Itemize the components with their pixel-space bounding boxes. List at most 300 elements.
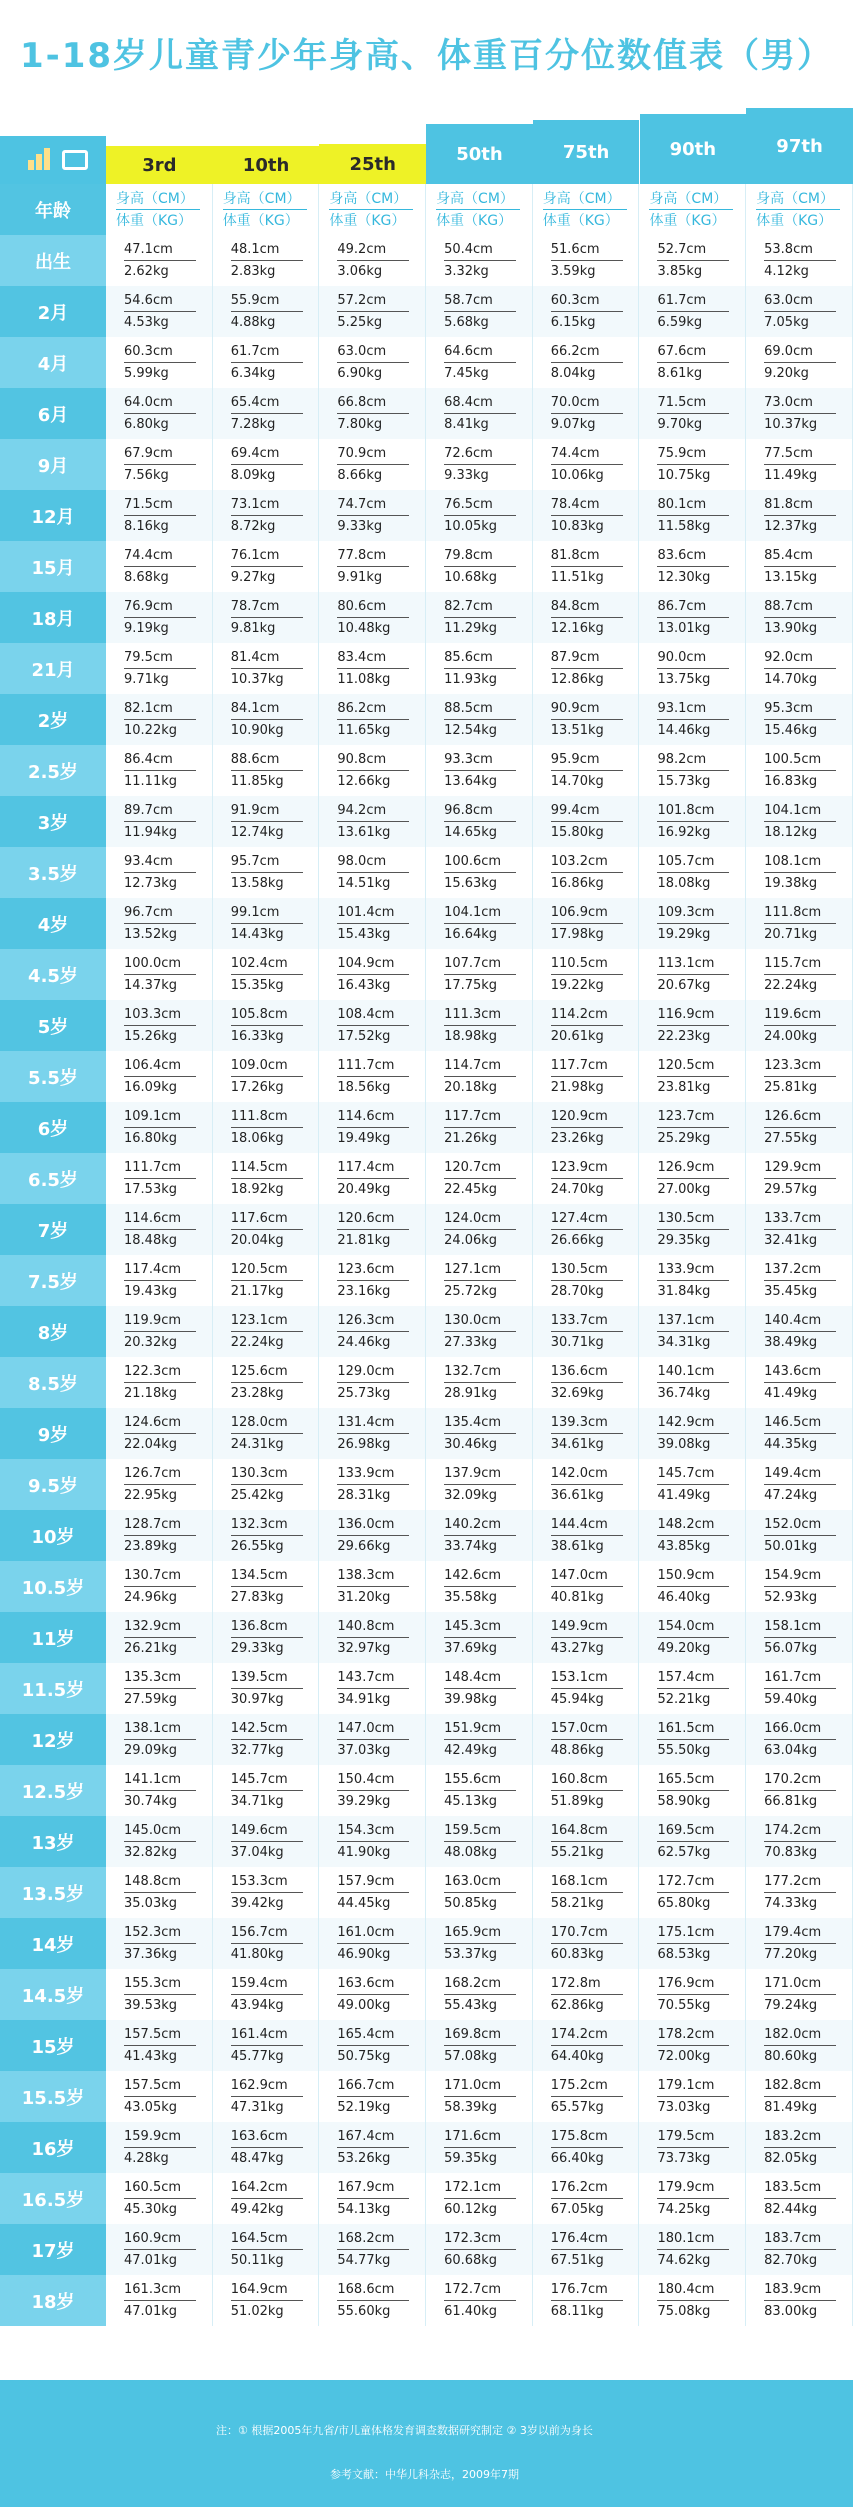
weight-value: 65.80kg xyxy=(657,1895,711,1911)
percentile-10th: 10th xyxy=(213,146,320,184)
height-value: 148.8cm xyxy=(124,1871,196,1893)
height-value: 71.5cm xyxy=(657,392,729,414)
weight-value: 23.89kg xyxy=(124,1538,177,1554)
weight-value: 49.20kg xyxy=(657,1640,711,1656)
height-value: 161.4cm xyxy=(231,2024,303,2046)
table-cell xyxy=(533,235,640,286)
weight-value: 17.52kg xyxy=(337,1028,391,1044)
table-cell xyxy=(533,1459,640,1510)
weight-value: 8.72kg xyxy=(230,518,276,534)
weight-value: 74.62kg xyxy=(657,2252,711,2268)
weight-value: 35.58kg xyxy=(444,1589,498,1605)
table-row xyxy=(0,1663,853,1714)
height-value: 165.4cm xyxy=(337,2024,409,2046)
weight-value: 10.37kg xyxy=(230,671,284,687)
table-cell xyxy=(213,643,320,694)
table-cell xyxy=(639,1306,746,1357)
table-cell xyxy=(213,541,320,592)
height-value: 75.9cm xyxy=(657,443,729,465)
height-value: 169.8cm xyxy=(444,2024,516,2046)
table-cell xyxy=(319,949,426,1000)
height-value: 98.0cm xyxy=(337,851,409,873)
weight-value: 11.51kg xyxy=(550,569,604,585)
weight-value: 30.46kg xyxy=(444,1436,498,1452)
height-value: 114.6cm xyxy=(124,1208,196,1230)
table-cell xyxy=(106,1408,213,1459)
table-cell xyxy=(639,1612,746,1663)
footer-note: 注：① 根据2005年九省/市儿童体格发育调查数据研究制定 ② 3岁以前为身长 xyxy=(216,2424,593,2437)
table-cell xyxy=(533,1051,640,1102)
height-value: 96.8cm xyxy=(444,800,516,822)
table-cell xyxy=(319,2071,426,2122)
height-value: 109.3cm xyxy=(657,902,729,924)
table-cell xyxy=(533,694,640,745)
height-value: 73.1cm xyxy=(231,494,303,516)
weight-value: 24.31kg xyxy=(230,1436,284,1452)
weight-value: 11.11kg xyxy=(124,773,177,789)
table-row xyxy=(0,1153,853,1204)
height-value: 183.5cm xyxy=(764,2177,836,2199)
height-value: 129.0cm xyxy=(337,1361,409,1383)
height-value: 147.0cm xyxy=(337,1718,409,1740)
height-value: 135.3cm xyxy=(124,1667,196,1689)
weight-value: 16.64kg xyxy=(444,926,498,942)
weight-value: 9.19kg xyxy=(124,620,169,636)
weight-value: 25.72kg xyxy=(444,1283,498,1299)
table-row xyxy=(0,2275,853,2326)
table-cell xyxy=(106,796,213,847)
height-value: 70.9cm xyxy=(337,443,409,465)
height-value: 159.4cm xyxy=(231,1973,303,1995)
weight-value: 13.90kg xyxy=(764,620,818,636)
column-header-25th xyxy=(319,184,426,235)
height-value: 130.3cm xyxy=(231,1463,303,1485)
height-value: 94.2cm xyxy=(337,800,409,822)
height-value: 67.9cm xyxy=(124,443,196,465)
table-row xyxy=(0,745,853,796)
weight-value: 13.15kg xyxy=(764,569,818,585)
table-cell xyxy=(426,1102,533,1153)
table-row xyxy=(0,490,853,541)
height-value: 67.6cm xyxy=(657,341,729,363)
height-value: 64.0cm xyxy=(124,392,196,414)
height-value: 61.7cm xyxy=(657,290,729,312)
table-cell xyxy=(426,490,533,541)
table-cell xyxy=(106,286,213,337)
weight-value: 7.28kg xyxy=(230,416,276,432)
weight-value: 73.73kg xyxy=(657,2150,711,2166)
table-cell xyxy=(639,2275,746,2326)
weight-value: 52.21kg xyxy=(657,1691,711,1707)
weight-value: 10.05kg xyxy=(444,518,498,534)
table-cell xyxy=(213,1051,320,1102)
table-cell xyxy=(106,1255,213,1306)
table-cell xyxy=(746,898,853,949)
height-value: 82.7cm xyxy=(444,596,516,618)
table-row xyxy=(0,2020,853,2071)
table-cell xyxy=(213,337,320,388)
height-value: 176.9cm xyxy=(657,1973,729,1995)
weight-value: 30.71kg xyxy=(550,1334,604,1350)
table-cell xyxy=(106,2020,213,2071)
weight-value: 19.49kg xyxy=(337,1130,391,1146)
height-value: 145.7cm xyxy=(231,1769,303,1791)
height-value: 134.5cm xyxy=(231,1565,303,1587)
table-cell xyxy=(533,1204,640,1255)
height-value: 172.7cm xyxy=(444,2279,516,2301)
weight-value: 6.34kg xyxy=(230,365,276,381)
weight-value: 70.55kg xyxy=(657,1997,711,2013)
height-value: 161.5cm xyxy=(657,1718,729,1740)
table-cell xyxy=(639,235,746,286)
table-cell xyxy=(319,1000,426,1051)
height-value: 157.9cm xyxy=(337,1871,409,1893)
table-cell xyxy=(639,1714,746,1765)
weight-value: 39.53kg xyxy=(124,1997,177,2013)
table-cell xyxy=(639,796,746,847)
table-row xyxy=(0,1510,853,1561)
weight-value: 10.22kg xyxy=(124,722,177,738)
table-cell xyxy=(426,286,533,337)
table-cell xyxy=(213,2173,320,2224)
height-value: 176.7cm xyxy=(551,2279,623,2301)
height-label: 身高（CM） xyxy=(649,188,733,210)
table-cell xyxy=(426,2122,533,2173)
table-cell xyxy=(533,1408,640,1459)
weight-value: 3.06kg xyxy=(337,263,383,279)
table-cell xyxy=(106,592,213,643)
table-cell xyxy=(533,1765,640,1816)
table-cell xyxy=(106,1663,213,1714)
height-value: 111.3cm xyxy=(444,1004,516,1026)
table-cell xyxy=(319,643,426,694)
height-value: 82.1cm xyxy=(124,698,196,720)
table-cell xyxy=(319,1051,426,1102)
weight-value: 59.40kg xyxy=(764,1691,818,1707)
weight-value: 10.37kg xyxy=(764,416,818,432)
age-header: 年龄 xyxy=(0,184,106,235)
weight-value: 45.13kg xyxy=(444,1793,498,1809)
table-cell xyxy=(746,2173,853,2224)
weight-value: 12.86kg xyxy=(550,671,604,687)
height-value: 142.9cm xyxy=(657,1412,729,1434)
weight-value: 20.49kg xyxy=(337,1181,391,1197)
table-cell xyxy=(106,490,213,541)
table-cell xyxy=(639,2224,746,2275)
weight-value: 44.45kg xyxy=(337,1895,391,1911)
table-cell xyxy=(213,592,320,643)
weight-value: 11.49kg xyxy=(764,467,818,483)
table-cell xyxy=(426,898,533,949)
height-value: 100.0cm xyxy=(124,953,196,975)
height-value: 77.8cm xyxy=(337,545,409,567)
column-header-50th xyxy=(426,184,533,235)
height-value: 90.0cm xyxy=(657,647,729,669)
height-value: 177.2cm xyxy=(764,1871,836,1893)
table-cell xyxy=(426,337,533,388)
height-value: 182.8cm xyxy=(764,2075,836,2097)
height-value: 171.0cm xyxy=(764,1973,836,1995)
table-cell xyxy=(533,541,640,592)
age-label: 8岁 xyxy=(0,1306,106,1357)
table-cell xyxy=(426,2173,533,2224)
height-value: 49.2cm xyxy=(337,239,409,261)
table-cell xyxy=(319,1765,426,1816)
weight-value: 10.48kg xyxy=(337,620,391,636)
height-value: 47.1cm xyxy=(124,239,196,261)
height-value: 155.3cm xyxy=(124,1973,196,1995)
height-value: 130.0cm xyxy=(444,1310,516,1332)
height-value: 169.5cm xyxy=(657,1820,729,1842)
age-label: 18月 xyxy=(0,592,106,643)
height-value: 163.0cm xyxy=(444,1871,516,1893)
weight-value: 22.95kg xyxy=(124,1487,177,1503)
table-cell xyxy=(746,1204,853,1255)
table-cell xyxy=(533,1918,640,1969)
weight-value: 37.03kg xyxy=(337,1742,391,1758)
weight-value: 82.05kg xyxy=(764,2150,818,2166)
height-value: 152.3cm xyxy=(124,1922,196,1944)
percentile-50th: 50th xyxy=(426,124,533,184)
table-cell xyxy=(213,1000,320,1051)
table-cell xyxy=(213,439,320,490)
height-value: 86.2cm xyxy=(337,698,409,720)
table-cell xyxy=(106,2224,213,2275)
table-cell xyxy=(746,1561,853,1612)
weight-value: 39.98kg xyxy=(444,1691,498,1707)
height-value: 119.9cm xyxy=(124,1310,196,1332)
table-cell xyxy=(533,1357,640,1408)
height-value: 153.1cm xyxy=(551,1667,623,1689)
table-row xyxy=(0,235,853,286)
weight-value: 45.77kg xyxy=(230,2048,284,2064)
table-cell xyxy=(213,2224,320,2275)
weight-value: 60.12kg xyxy=(444,2201,498,2217)
weight-value: 50.11kg xyxy=(230,2252,284,2268)
weight-value: 18.48kg xyxy=(124,1232,177,1248)
table-cell xyxy=(106,898,213,949)
height-value: 122.3cm xyxy=(124,1361,196,1383)
height-value: 83.6cm xyxy=(657,545,729,567)
table-cell xyxy=(106,337,213,388)
weight-value: 13.51kg xyxy=(550,722,604,738)
height-value: 167.4cm xyxy=(337,2126,409,2148)
table-cell xyxy=(106,1867,213,1918)
height-label: 身高（CM） xyxy=(116,188,200,210)
age-label: 9.5岁 xyxy=(0,1459,106,1510)
table-cell xyxy=(533,796,640,847)
table-cell xyxy=(639,286,746,337)
table-cell xyxy=(319,1408,426,1459)
table-cell xyxy=(533,337,640,388)
height-value: 148.4cm xyxy=(444,1667,516,1689)
height-value: 174.2cm xyxy=(551,2024,623,2046)
table-cell xyxy=(639,1765,746,1816)
height-value: 66.8cm xyxy=(337,392,409,414)
weight-value: 8.04kg xyxy=(550,365,596,381)
weight-value: 21.26kg xyxy=(444,1130,498,1146)
age-label: 12岁 xyxy=(0,1714,106,1765)
height-value: 183.9cm xyxy=(764,2279,836,2301)
table-row xyxy=(0,1000,853,1051)
height-value: 104.1cm xyxy=(764,800,836,822)
table-cell xyxy=(426,1612,533,1663)
table-row xyxy=(0,1867,853,1918)
weight-value: 51.02kg xyxy=(230,2303,284,2319)
age-label: 8.5岁 xyxy=(0,1357,106,1408)
weight-value: 7.80kg xyxy=(337,416,383,432)
weight-value: 6.59kg xyxy=(657,314,703,330)
age-label: 21月 xyxy=(0,643,106,694)
table-cell xyxy=(426,592,533,643)
weight-value: 21.17kg xyxy=(230,1283,284,1299)
table-cell xyxy=(319,898,426,949)
height-value: 74.7cm xyxy=(337,494,409,516)
height-value: 106.4cm xyxy=(124,1055,196,1077)
column-header-10th xyxy=(213,184,320,235)
weight-value: 3.32kg xyxy=(444,263,489,279)
height-value: 88.7cm xyxy=(764,596,836,618)
table-cell xyxy=(533,2122,640,2173)
height-value: 166.7cm xyxy=(337,2075,409,2097)
weight-value: 12.16kg xyxy=(550,620,604,636)
age-label: 13.5岁 xyxy=(0,1867,106,1918)
height-value: 176.4cm xyxy=(551,2228,623,2250)
weight-value: 23.28kg xyxy=(230,1385,284,1401)
weight-value: 75.08kg xyxy=(657,2303,711,2319)
age-label: 18岁 xyxy=(0,2275,106,2326)
height-value: 123.9cm xyxy=(551,1157,623,1179)
weight-value: 6.15kg xyxy=(550,314,596,330)
height-value: 117.6cm xyxy=(231,1208,303,1230)
height-value: 179.5cm xyxy=(657,2126,729,2148)
table-row xyxy=(0,2173,853,2224)
table-row xyxy=(0,2071,853,2122)
height-value: 70.0cm xyxy=(551,392,623,414)
weight-value: 12.73kg xyxy=(124,875,177,891)
table-cell xyxy=(639,898,746,949)
table-cell xyxy=(746,643,853,694)
height-value: 135.4cm xyxy=(444,1412,516,1434)
weight-value: 3.85kg xyxy=(657,263,703,279)
table-row xyxy=(0,796,853,847)
column-header-3rd xyxy=(106,184,213,235)
table-cell xyxy=(426,2275,533,2326)
weight-value: 28.70kg xyxy=(550,1283,604,1299)
height-value: 165.5cm xyxy=(657,1769,729,1791)
table-cell xyxy=(746,949,853,1000)
height-value: 78.7cm xyxy=(231,596,303,618)
height-value: 133.7cm xyxy=(551,1310,623,1332)
weight-value: 13.52kg xyxy=(124,926,177,942)
table-cell xyxy=(319,1612,426,1663)
height-value: 179.1cm xyxy=(657,2075,729,2097)
table-row xyxy=(0,1918,853,1969)
table-cell xyxy=(426,1510,533,1561)
height-value: 110.5cm xyxy=(551,953,623,975)
height-value: 145.7cm xyxy=(657,1463,729,1485)
weight-value: 55.60kg xyxy=(337,2303,391,2319)
table-cell xyxy=(639,1102,746,1153)
scale-icon xyxy=(62,150,88,170)
table-cell xyxy=(213,1459,320,1510)
header-icon-tile xyxy=(0,136,106,184)
table-cell xyxy=(319,1663,426,1714)
table-cell xyxy=(746,235,853,286)
height-value: 172.3cm xyxy=(444,2228,516,2250)
table-row xyxy=(0,541,853,592)
height-value: 132.3cm xyxy=(231,1514,303,1536)
age-label: 6.5岁 xyxy=(0,1153,106,1204)
height-value: 86.7cm xyxy=(657,596,729,618)
height-value: 174.2cm xyxy=(764,1820,836,1842)
table-cell xyxy=(533,949,640,1000)
height-value: 104.9cm xyxy=(337,953,409,975)
height-value: 154.3cm xyxy=(337,1820,409,1842)
weight-value: 59.35kg xyxy=(444,2150,498,2166)
height-value: 123.3cm xyxy=(764,1055,836,1077)
height-value: 160.8cm xyxy=(551,1769,623,1791)
weight-value: 5.99kg xyxy=(124,365,169,381)
height-value: 170.7cm xyxy=(551,1922,623,1944)
height-value: 63.0cm xyxy=(764,290,836,312)
table-cell xyxy=(426,1816,533,1867)
weight-label: 体重（KG） xyxy=(222,212,299,229)
height-value: 66.2cm xyxy=(551,341,623,363)
height-value: 68.4cm xyxy=(444,392,516,414)
weight-value: 9.91kg xyxy=(337,569,383,585)
height-value: 76.1cm xyxy=(231,545,303,567)
height-value: 132.9cm xyxy=(124,1616,196,1638)
table-cell xyxy=(533,1663,640,1714)
height-value: 72.6cm xyxy=(444,443,516,465)
height-value: 58.7cm xyxy=(444,290,516,312)
weight-value: 54.77kg xyxy=(337,2252,391,2268)
weight-value: 23.26kg xyxy=(550,1130,604,1146)
weight-value: 17.53kg xyxy=(124,1181,177,1197)
weight-value: 68.53kg xyxy=(657,1946,711,1962)
table-cell xyxy=(639,643,746,694)
weight-value: 19.43kg xyxy=(124,1283,177,1299)
height-value: 90.9cm xyxy=(551,698,623,720)
height-value: 145.0cm xyxy=(124,1820,196,1842)
height-value: 125.6cm xyxy=(231,1361,303,1383)
weight-value: 24.00kg xyxy=(764,1028,818,1044)
weight-value: 27.33kg xyxy=(444,1334,498,1350)
table-cell xyxy=(106,1918,213,1969)
weight-value: 15.80kg xyxy=(550,824,604,840)
weight-value: 38.49kg xyxy=(764,1334,818,1350)
height-value: 155.6cm xyxy=(444,1769,516,1791)
table-cell xyxy=(639,1816,746,1867)
weight-value: 38.61kg xyxy=(550,1538,604,1554)
height-value: 124.0cm xyxy=(444,1208,516,1230)
weight-value: 18.56kg xyxy=(337,1079,391,1095)
height-value: 138.1cm xyxy=(124,1718,196,1740)
height-value: 183.7cm xyxy=(764,2228,836,2250)
height-value: 130.5cm xyxy=(657,1208,729,1230)
table-cell xyxy=(533,1714,640,1765)
weight-value: 11.94kg xyxy=(124,824,177,840)
weight-value: 34.61kg xyxy=(550,1436,604,1452)
height-value: 91.9cm xyxy=(231,800,303,822)
table-cell xyxy=(213,1204,320,1255)
table-cell xyxy=(746,541,853,592)
table-cell xyxy=(106,1153,213,1204)
height-value: 180.1cm xyxy=(657,2228,729,2250)
table-cell xyxy=(746,1663,853,1714)
age-label: 15.5岁 xyxy=(0,2071,106,2122)
